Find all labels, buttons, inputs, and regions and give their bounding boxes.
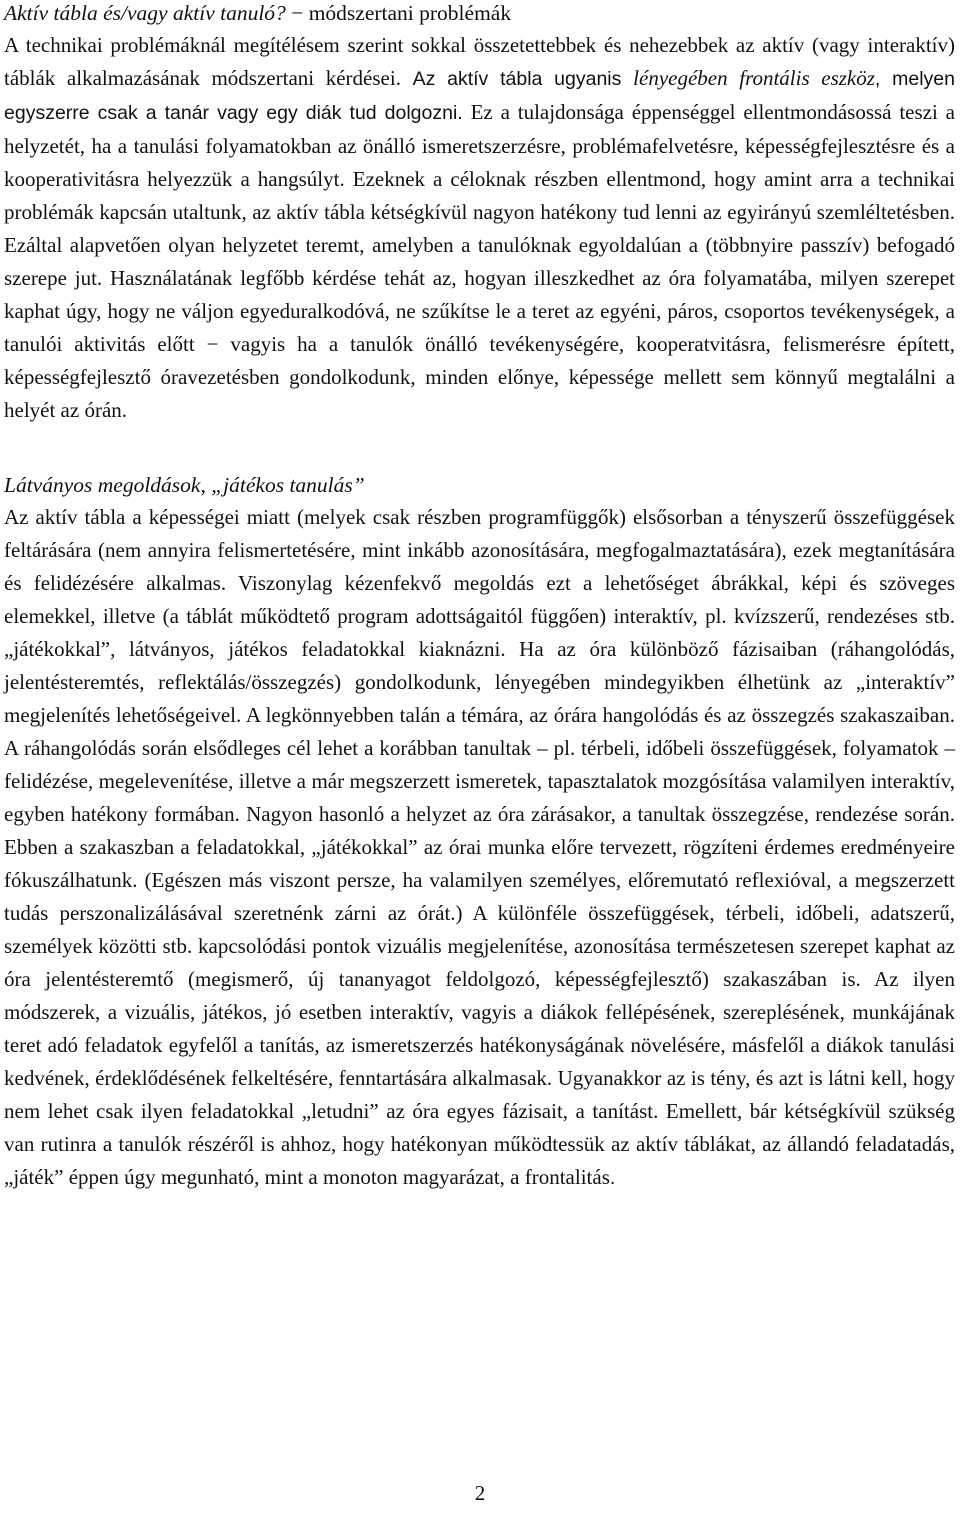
paragraph-text: Ez a tulajdonsága éppenséggel ellentmondásossá teszi a helyzetét, ha a tanulási folyamatokban az önálló ismeretszerzésre, problémafelvetésre, képességfejlesztésre és a kooperativitásra helyezzük a hangsúlyt. Ezeknek a céloknak részben ellentmond, hogy amint arra a technikai problémák kapcsán utaltunk, az aktív tábla kétségkívül nagyon hatékony tud lenni az egyirányú szemléltetésben. Ezáltal alapvetően olyan helyzetet teremt, amelyben a tanulóknak egyoldalúan a (többnyire passzív) befogadó szerepe jut. Használatának legfőbb kérdése tehát az, hogyan illeszkedhet az óra folyamatába, milyen szerepet kaphat úgy, hogy ne váljon egyeduralkodóvá, ne szűkítse le a teret az egyéni, páros, csoportos tevékenységek, a tanulói aktivitás előtt − vagyis ha a tanulók önálló tevékenységére, kooperatvitásra, felismerésre épített, képességfejlesztő óravezetésben gondolkodunk, minden előnye, képessége mellett sem könnyű megtalálni a helyét az órán.: [4, 100, 956, 422]
section-heading: [4, 0, 955, 26]
body-paragraph: [4, 29, 955, 427]
section-active-board: [4, 0, 955, 427]
paragraph-text: Az aktív tábla a képességei miatt (melyek csak részben programfüggők) elsősorban a tényszerű összefüggések feltárására (nem annyira felismertetésére, mint inkább azonosítására, megfogalmaztatására), ezek megtanítására és felidézésére alkalmas. Viszonylag kézenfekvő megoldás ezt a lehetőséget ábrákkal, képi és szöveges elemekkel, illetve (a táblát működtető program adottságaitól függően) interaktív, pl. kvízszerű, rendezéses stb. „játékokkal”, látványos, játékos feladatokkal kiaknázni. Ha az óra különböző fázisaiban (ráhangolódás, jelentésteremtés, reflektálás/összegzés) gondolkodunk, lényegében mindegyikben élhetünk az „interaktív” megjelenítés lehetőségeivel. A legkönnyebben talán a témára, az órára hangolódás és az összegzés szakaszaiban. A ráhangolódás során elsődleges cél lehet a korábban tanultak – pl. térbeli, időbeli összefüggések, folyamatok – felidézése, megelevenítése, illetve a már megszerzett ismeretek, tapasztalatok mozgósítása valamilyen interaktív, egyben hatékony formában. Nagyon hasonló a helyzet az óra zárásakor, a tanultak összegzése, rendezése során. Ebben a szakaszban a feladatokkal, „játékokkal” az órai munka előre tervezett, rögzíteni érdemes eredményeire fókuszálhatunk. (Egészen más viszont persze, ha valamilyen személyes, előremutató reflexióval, a megszerzett tudás perszonalizálásával szeretnénk zárni az órát.) A különféle összefüggések, térbeli, időbeli, adatszerű, személyek közötti stb. kapcsolódási pontok vizuális megjelenítése, azonosítása természetesen szerepet kaphat az óra jelentésteremtő (megismerő, új tananyagot feldolgozó, képességfejlesztő) szakaszában is. Az ilyen módszerek, a vizuális, játékos, jó esetben interaktív, vagyis a diákok fellépésének, szereplésének, munkájának teret adó feladatok egyfelől a tanítás, az ismeretszerzés hatékonyságának növelésére, másfelől a diákok tanulási kedvének, érdeklődésének felkeltésére, fenntartására alkalmasak. Ugyanakkor az is tény, és azt is látni kell, hogy nem lehet csak ilyen feladatokkal „letudni” az óra egyes fázisait, a tanítást. Emellett, bár kétségkívül szükség van rutinra a tanulók részéről is ahhoz, hogy hatékonyan működtessük az aktív táblákat, az állandó feladatadás, „játék” éppen úgy megunható, mint a monoton magyarázat, a frontalitás: [4, 505, 955, 1189]
section-spacer: [4, 427, 955, 469]
heading-italic-part: Aktív tábla és/vagy aktív tanuló?: [4, 1, 286, 25]
section-heading: Látványos megoldások, „játékos tanulás”: [4, 473, 365, 497]
paragraph-text-italic: lényegében frontális eszköz: [633, 66, 875, 90]
page-number: 2: [474, 1481, 486, 1505]
document-page: [4, 0, 955, 1195]
paragraph-text-sans: , melyen egyszerre csak a tanár vagy egy diák tud dolgozni.: [4, 68, 955, 124]
heading-plain-part: − módszertani problémák: [285, 1, 512, 25]
paragraph-text-sans: Az aktív tábla ugyanis: [412, 68, 634, 90]
paragraph-text-sans: .: [609, 1167, 616, 1189]
section-spectacular-solutions: [4, 469, 955, 1195]
paragraph-text: A technikai problémáknál megítélésem szerint sokkal összetettebbek és nehezebbek az aktív (vagy interaktív) táblák alkalmazásának módszertani kérdései.: [4, 33, 955, 90]
body-paragraph: [4, 501, 955, 1195]
